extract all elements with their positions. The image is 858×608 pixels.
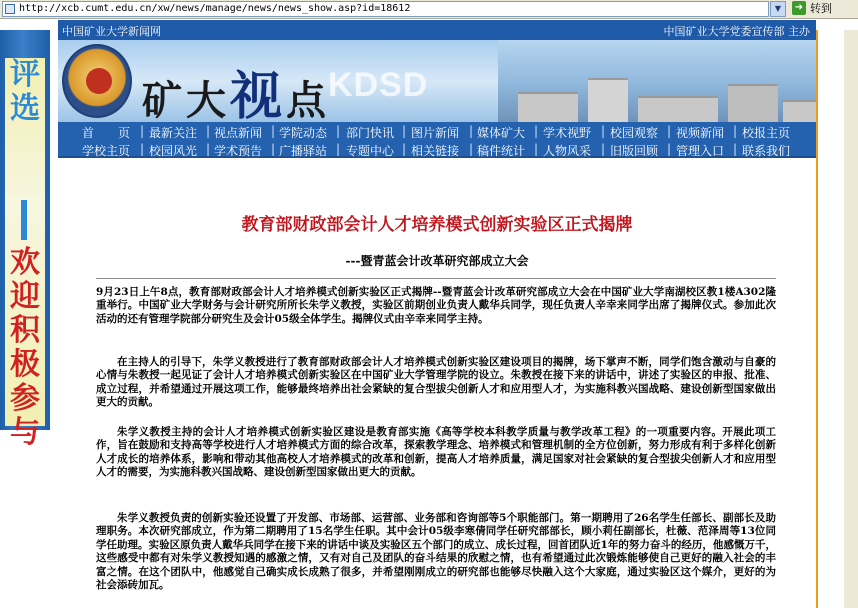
sponsor-label: 中国矿业大学党委宣传部 主办 — [663, 25, 810, 38]
nav-media-cumt[interactable]: 媒体矿大 — [477, 126, 526, 140]
nav-article-stats[interactable]: 稿件统计 — [477, 144, 526, 158]
nav-campus-watch[interactable]: 校园观察 — [610, 126, 659, 140]
nav-college-news[interactable]: 学院动态 — [279, 126, 328, 140]
campus-photo — [498, 40, 816, 122]
nav-latest[interactable]: 最新关注 — [149, 126, 198, 140]
article-paragraph: 9月23日上午8点，教育部财政部会计人才培养模式创新实验区正式揭牌--暨青蓝会计改革研究部成立大会在中国矿业大学南湖校区教1楼A302隆重举行。中国矿业大学财务与会计研究所所长朱学义教授，实验区前期创业负责人戴华兵同学，现任负责人辛幸来同学出席了揭牌仪式。参加此次活动的还有管理学院部分研究生及会计05级全体学生。揭牌仪式由辛幸来同学主持。 — [96, 286, 776, 325]
address-text: http://xcb.cumt.edu.cn/xw/news/manage/news/news_show.asp?id=18612 — [19, 3, 411, 14]
nav-related-links[interactable]: 相关链接 — [411, 144, 460, 158]
logo-text-post: 点 — [286, 77, 331, 122]
banner-divider — [21, 200, 27, 240]
go-label: 转到 — [810, 2, 832, 15]
nav-admin-login[interactable]: 管理入口 — [676, 144, 725, 158]
browser-address-bar — [0, 0, 858, 19]
nav-academic-notice[interactable]: 学术预告 — [214, 144, 263, 158]
nav-school-home[interactable]: 学校主页 — [82, 144, 131, 158]
nav-home[interactable]: 首 页 — [82, 126, 131, 140]
nav-video-news[interactable]: 视频新闻 — [676, 126, 725, 140]
site-name-label: 中国矿业大学新闻网 — [62, 25, 161, 38]
nav-photo-news[interactable]: 图片新闻 — [411, 126, 460, 140]
nav-department-news[interactable]: 部门快讯 — [346, 126, 395, 140]
nav-school-paper[interactable]: 校报主页 — [742, 126, 791, 140]
logo-english: KDSD — [328, 66, 429, 104]
banner-top-text: 评选 — [10, 57, 40, 126]
article-paragraph: 朱学义教授主持的会计人才培养模式创新实验区建设是教育部实施《高等学校本科教学质量与教学改革工程》的一项重要内容。开展此项工作，旨在鼓励和支持高等学校进行人才培养模式方面的综合改革，探索教学理念、培养模式和管理机制的全方位创新，努力形成有利于多样化创新人才成长的培养体系，影响和带动其他高校人才培养模式的改革和创新，提高人才培养质量，满足国家对社会紧缺的复合型拔尖创新人才和应用型人才的需要，为实施科教兴国战略、建设创新型国家做出更大的贡献。 — [96, 426, 776, 479]
site-top-strip — [58, 20, 816, 40]
left-side-banner[interactable] — [0, 30, 50, 450]
address-input[interactable] — [2, 1, 769, 17]
article-paragraph: 在主持人的引导下，朱学义教授进行了教育部财政部会计人才培养模式创新实验区建设项目的揭牌，场下掌声不断，同学们饱含激动与自豪的心情与朱教授一起见证了会计人才培养模式创新实验区在中国矿业大学管理学院的设立。朱教授在接下来的讲话中，讲述了实验区的申报、批准、成立过程，并希望通过开展这项工作，能够最终培养出社会紧缺的复合型拔尖创新人才和应用型人才，为实施科教兴国战略、建设创新型国家做出更大的贡献。 — [96, 356, 776, 409]
logo-text-big: 视 — [230, 66, 287, 122]
article-content — [58, 160, 816, 608]
nav-campus-scenery[interactable]: 校园风光 — [149, 144, 198, 158]
article-title: 教育部财政部会计人才培养模式创新实验区正式揭牌 — [241, 215, 633, 235]
site-banner — [58, 40, 816, 122]
right-side-strip — [816, 30, 844, 608]
left-banner-panel — [5, 57, 45, 450]
go-button[interactable] — [792, 1, 854, 17]
university-emblem-icon — [62, 44, 132, 118]
nav-people[interactable]: 人物风采 — [543, 144, 592, 158]
page-icon — [5, 4, 15, 14]
logo-text-pre: 矿大 — [142, 77, 230, 122]
nav-old-version[interactable]: 旧版回顾 — [610, 144, 659, 158]
main-nav-row-1: 首 页 | 最新关注 | 视点新闻 | 学院动态 | 部门快讯 | 图片新闻 | 媒体矿大 | 学术视野 | 校园观察 | 视频新闻 | 校报主页 — [58, 122, 816, 140]
main-nav-row-2: 学校主页 | 校园风光 | 学术预告 | 广播驿站 | 专题中心 | 相关链接 | 稿件统计 | 人物风采 | 旧版回顾 | 管理入口 | 联系我们 — [58, 140, 816, 158]
nav-academic-view[interactable]: 学术视野 — [543, 126, 592, 140]
go-arrow-icon: ➜ — [792, 1, 806, 15]
nav-special-topics[interactable]: 专题中心 — [346, 144, 395, 158]
article-paragraph: 朱学义教授负责的创新实验还设置了开发部、市场部、运营部、业务部和咨询部等5个职能部门。第一期聘用了26名学生任部长、副部长及助理职务。本次研究部成立，作为第二期聘用了15名学生任职。其中会计05级李寒倩同学任研究部部长，顾小莉任副部长，杜薇、范泽周等13位同学任助理。实验区原负责人戴华兵同学在接下来的讲话中谈及实验区五个部门的成立、成长过程，回首团队近1年的努力奋斗的经历，他感慨万千，这些感受中都有对朱学义教授知遇的感激之情，又有对自己及团队的奋斗结果的欣慰之情，也有希望通过此次锻炼能够使自己更好的融入社会的丰富之情。在这个团队中，他感觉自己确实成长成熟了很多，并希望刚刚成立的研究部也能够尽快融入这个大家庭，通过实验区这个媒介，更好的为社会添砖加瓦。 — [96, 512, 776, 592]
nav-viewpoint-news[interactable]: 视点新闻 — [214, 126, 263, 140]
page-scrollbar[interactable] — [844, 30, 858, 608]
banner-bottom-text: 欢迎积极参与 — [10, 245, 40, 450]
title-divider — [96, 278, 776, 279]
address-dropdown-icon[interactable]: ▼ — [770, 1, 786, 17]
site-logo[interactable] — [142, 54, 330, 122]
nav-contact-us[interactable]: 联系我们 — [742, 144, 791, 158]
nav-radio-station[interactable]: 广播驿站 — [279, 144, 328, 158]
article-subtitle: ---暨青蓝会计改革研究部成立大会 — [345, 254, 529, 268]
